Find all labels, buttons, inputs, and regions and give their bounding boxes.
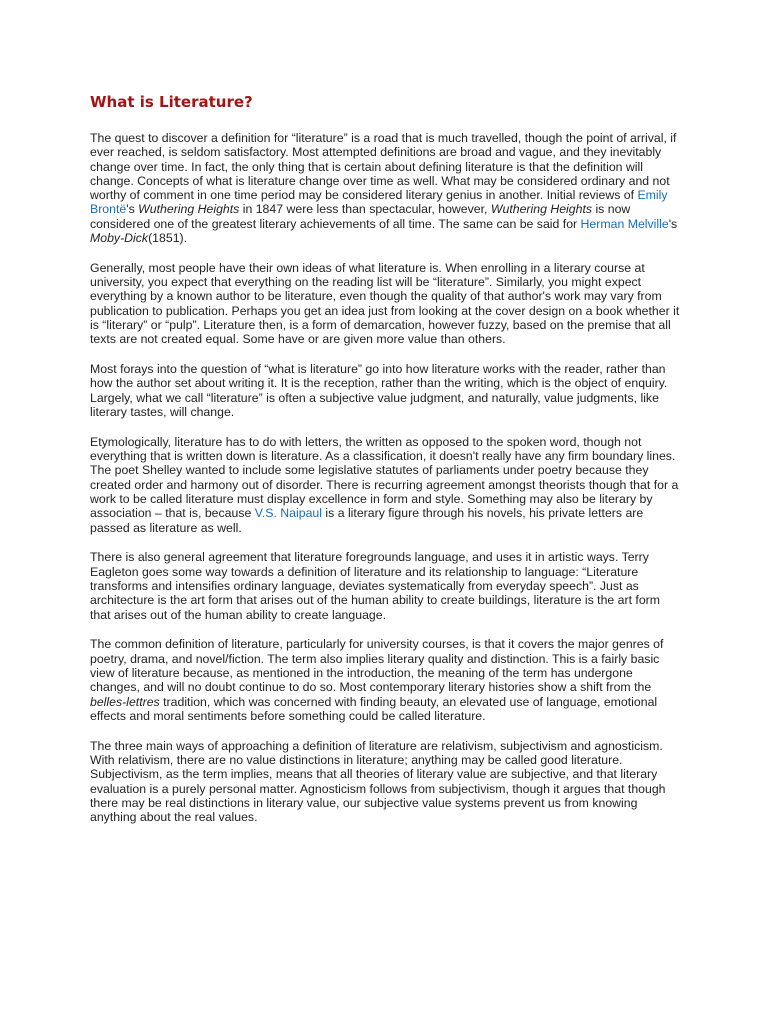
- text-run: is a literary figure through his novels, his private letters are passed as literature as well.: [90, 506, 644, 535]
- term-belles-lettres: belles-lettres: [90, 694, 160, 709]
- paragraph-7: The three main ways of approaching a definition of literature are relativism, subjectivism and agnosticism. With relativism, there are no value distinctions in literature; anything may be called good literature. Subjectivism, as the term implies, means that all theories of literary value are subjective, and that literary evaluation is a purely personal matter. Agnosticism follows from subjectivism, though it argues that though there may be real distinctions in literary value, our subjective value systems prevent us from knowing anything about the real values.: [90, 738, 666, 825]
- book-title-wuthering-heights: Wuthering Heights: [138, 202, 240, 217]
- text-run: 's: [126, 202, 139, 217]
- paragraph-6: [90, 637, 682, 723]
- paragraph-1: [90, 131, 682, 245]
- text-run: in 1847 were less than spectacular, however,: [239, 202, 491, 217]
- document-page: [90, 93, 682, 840]
- book-title-moby-dick: Moby-Dick: [90, 231, 149, 246]
- text-run: (1851).: [148, 231, 188, 246]
- link-vs-naipaul[interactable]: V.S. Naipaul: [254, 506, 322, 521]
- book-title-wuthering-heights-2: Wuthering Heights: [490, 202, 593, 217]
- paragraph-5: There is also general agreement that literature foregrounds language, and uses it in artistic ways. Terry Eagleton goes some way towards a definition of literature and its relationship to language: “Literature transforms and intensifies ordinary language, deviates systematically from everyday speech”. Just as architecture is the art form that arises out of the human ability to create buildings, literature is the art form that arises out of the human ability to create language.: [90, 550, 661, 622]
- paragraph-4: [90, 435, 682, 535]
- paragraph-3: Most forays into the question of “what is literature” go into how literature works with the reader, rather than how the author set about writing it. It is the reception, rather than the writing, which is the object of enquiry. Largely, what we call “literature” is often a subjective value judgment, and naturally, value judgments, like literary tastes, will change.: [90, 362, 668, 420]
- text-run: The common definition of literature, particularly for university courses, is that it covers the major genres of poetry, drama, and novel/fiction. The term also implies literary quality and distinction. This is a fairly basic view of literature because, as mentioned in the introduction, the meaning of the term has undergone changes, and will no doubt continue to do so. Most contemporary literary histories show a shift from the: [90, 637, 664, 695]
- text-run: 's: [668, 216, 678, 231]
- text-run: Etymologically, literature has to do with letters, the written as opposed to the spoken word, though not everything that is written down is literature. As a classification, it doesn't really have any firm boundary lines. The poet Shelley wanted to include some legislative statutes of parliaments under poetry because they created order and harmony out of disorder. There is recurring agreement amongst theorists though that for a work to be called literature must display excellence in form and style. Something may also be literary by association – that is, because: [90, 434, 679, 521]
- link-herman-melville[interactable]: Herman Melville: [580, 216, 669, 231]
- text-run: is now considered one of the greatest literary achievements of all time. The same can be said for: [90, 202, 631, 231]
- page-title: What is Literature?: [90, 93, 253, 111]
- text-run: tradition, which was concerned with finding beauty, an elevated use of language, emotional effects and moral sentiments before something could be called literature.: [90, 694, 658, 723]
- paragraph-2: Generally, most people have their own ideas of what literature is. When enrolling in a literary course at university, you expect that everything on the reading list will be “literature”. Similarly, you might expect everything by a known author to be literature, even though the quality of that author's work may vary from publication to publication. Perhaps you get an idea just from looking at the cover design on a book whether it is “literary” or “pulp”. Literature then, is a form of demarcation, however fuzzy, based on the premise that all texts are not created equal. Some have or are given more value than others.: [90, 260, 680, 347]
- text-run: The quest to discover a definition for “literature” is a road that is much travelled, though the point of arrival, if ever reached, is seldom satisfactory. Most attempted definitions are broad and vague, and they inevitably change over time. In fact, the only thing that is certain about defining literature is that the definition will change. Concepts of what is literature change over time as well. What may be considered ordinary and not worthy of comment in one time period may be considered literary genius in another. Initial reviews of: [90, 131, 677, 203]
- link-emily-bronte[interactable]: Emily Brontë: [90, 188, 668, 217]
